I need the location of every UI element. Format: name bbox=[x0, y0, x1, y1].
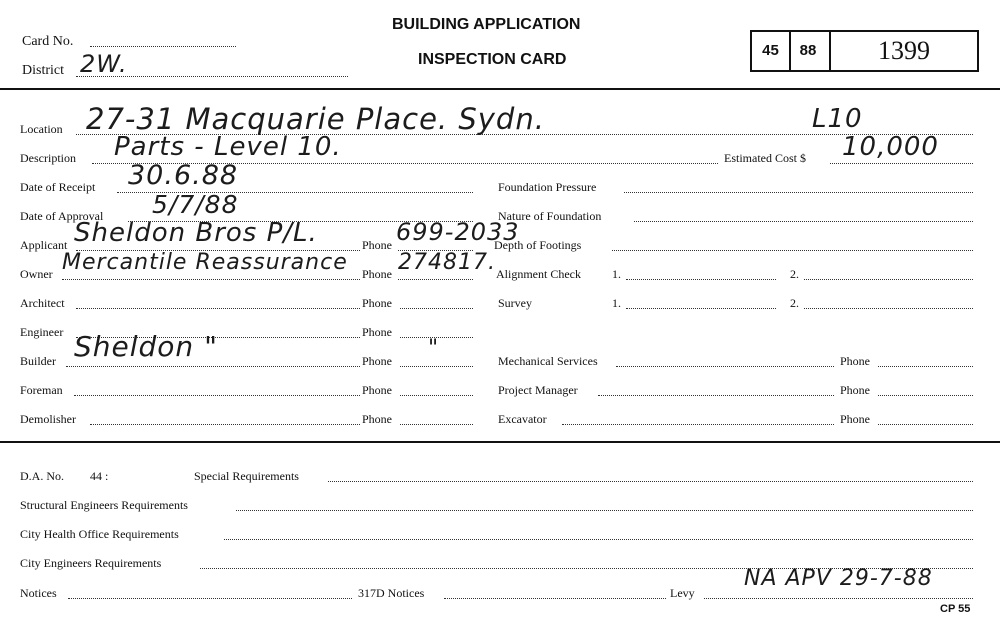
demolisher-phone-field[interactable] bbox=[400, 424, 473, 425]
excavator-phone-field[interactable] bbox=[878, 424, 973, 425]
foreman-field[interactable] bbox=[74, 395, 360, 396]
survey-field-1[interactable] bbox=[626, 308, 776, 309]
demolisher-phone-label: Phone bbox=[362, 412, 392, 426]
depth-footings-label: Depth of Footings bbox=[494, 238, 582, 252]
levy-label: Levy bbox=[670, 586, 695, 600]
mechanical-field[interactable] bbox=[616, 366, 834, 367]
special-requirements-label: Special Requirements bbox=[194, 469, 299, 483]
card-number-part-2: 88 bbox=[799, 42, 817, 59]
engineer-phone-label: Phone bbox=[362, 325, 392, 339]
special-requirements-field[interactable] bbox=[328, 481, 973, 482]
excavator-field[interactable] bbox=[562, 424, 834, 425]
foreman-phone-label: Phone bbox=[362, 383, 392, 397]
project-manager-field[interactable] bbox=[598, 395, 834, 396]
survey-num-1: 1. bbox=[612, 296, 621, 310]
notices-317d-field[interactable] bbox=[444, 598, 666, 599]
notices-field[interactable] bbox=[68, 598, 352, 599]
structural-field[interactable] bbox=[236, 510, 973, 511]
card-no-field[interactable] bbox=[90, 46, 236, 47]
project-manager-phone-field[interactable] bbox=[878, 395, 973, 396]
architect-phone-field[interactable] bbox=[400, 308, 473, 309]
alignment-num-1: 1. bbox=[612, 267, 621, 281]
form-title-line2: INSPECTION CARD bbox=[418, 51, 567, 68]
levy-field[interactable] bbox=[704, 598, 973, 599]
project-manager-phone-label: Phone bbox=[840, 383, 870, 397]
nature-foundation-field[interactable] bbox=[634, 221, 973, 222]
excavator-phone-label: Phone bbox=[840, 412, 870, 426]
mechanical-label: Mechanical Services bbox=[498, 354, 598, 368]
card-number-box-2 bbox=[787, 30, 831, 72]
applicant-value: Sheldon Bros P/L. bbox=[74, 218, 318, 248]
builder-phone-field[interactable] bbox=[400, 366, 473, 367]
health-label: City Health Office Requirements bbox=[20, 527, 179, 541]
applicant-phone-value: 699-2033 bbox=[396, 218, 520, 246]
foreman-phone-field[interactable] bbox=[400, 395, 473, 396]
architect-field[interactable] bbox=[76, 308, 360, 309]
project-manager-label: Project Manager bbox=[498, 383, 578, 397]
location-value: 27-31 Macquarie Place. Sydn. bbox=[86, 102, 545, 136]
applicant-phone-label: Phone bbox=[362, 238, 392, 252]
header-divider bbox=[0, 88, 1000, 90]
date-receipt-label: Date of Receipt bbox=[20, 180, 96, 194]
district-value: 2W. bbox=[80, 50, 128, 78]
builder-phone-value: " bbox=[428, 336, 440, 361]
card-number-main: 1399 bbox=[878, 36, 930, 65]
depth-footings-field[interactable] bbox=[612, 250, 973, 251]
architect-phone-label: Phone bbox=[362, 296, 392, 310]
owner-field[interactable] bbox=[62, 279, 360, 280]
estimated-cost-label: Estimated Cost $ bbox=[724, 151, 806, 165]
builder-value: Sheldon " bbox=[74, 330, 218, 363]
levy-value: NA APV 29-7-88 bbox=[744, 566, 933, 591]
form-title-line1: BUILDING APPLICATION bbox=[392, 16, 581, 33]
owner-label: Owner bbox=[20, 267, 53, 281]
card-number-box-1 bbox=[750, 30, 791, 72]
city-engineers-label: City Engineers Requirements bbox=[20, 556, 162, 570]
date-approval-value: 5/7/88 bbox=[152, 190, 239, 219]
card-number-part-1: 45 bbox=[762, 42, 779, 59]
notices-317d-label: 317D Notices bbox=[358, 586, 425, 600]
description-value: Parts - Level 10. bbox=[114, 132, 342, 162]
district-label: District bbox=[22, 63, 64, 78]
section-divider bbox=[0, 441, 1000, 443]
date-approval-label: Date of Approval bbox=[20, 209, 104, 223]
owner-phone-value: 274817. bbox=[398, 250, 496, 275]
nature-foundation-label: Nature of Foundation bbox=[498, 209, 602, 223]
da-value: 44 : bbox=[90, 469, 109, 483]
demolisher-field[interactable] bbox=[90, 424, 360, 425]
foundation-pressure-label: Foundation Pressure bbox=[498, 180, 597, 194]
location-note: L10 bbox=[812, 104, 863, 134]
architect-label: Architect bbox=[20, 296, 65, 310]
structural-label: Structural Engineers Requirements bbox=[20, 498, 188, 512]
description-label: Description bbox=[20, 151, 76, 165]
estimated-cost-field[interactable] bbox=[830, 163, 973, 164]
excavator-label: Excavator bbox=[498, 412, 547, 426]
builder-phone-label: Phone bbox=[362, 354, 392, 368]
foundation-pressure-field[interactable] bbox=[624, 192, 973, 193]
mechanical-phone-label: Phone bbox=[840, 354, 870, 368]
location-label: Location bbox=[20, 122, 63, 136]
card-no-label: Card No. bbox=[22, 34, 74, 49]
survey-num-2: 2. bbox=[790, 296, 799, 310]
date-receipt-value: 30.6.88 bbox=[128, 160, 239, 191]
mechanical-phone-field[interactable] bbox=[878, 366, 973, 367]
form-code: CP 55 bbox=[940, 603, 971, 615]
applicant-label: Applicant bbox=[20, 238, 68, 252]
owner-phone-field[interactable] bbox=[398, 279, 473, 280]
owner-value: Mercantile Reassurance bbox=[62, 250, 348, 275]
alignment-num-2: 2. bbox=[790, 267, 799, 281]
engineer-label: Engineer bbox=[20, 325, 64, 339]
card-number-box-3 bbox=[829, 30, 979, 72]
alignment-check-label: Alignment Check bbox=[496, 267, 581, 281]
survey-label: Survey bbox=[498, 296, 532, 310]
builder-field[interactable] bbox=[66, 366, 360, 367]
notices-label: Notices bbox=[20, 586, 57, 600]
alignment-field-1[interactable] bbox=[626, 279, 776, 280]
builder-label: Builder bbox=[20, 354, 56, 368]
health-field[interactable] bbox=[224, 539, 973, 540]
da-label: D.A. No. bbox=[20, 469, 64, 483]
foreman-label: Foreman bbox=[20, 383, 63, 397]
demolisher-label: Demolisher bbox=[20, 412, 76, 426]
estimated-cost-value: 10,000 bbox=[842, 132, 939, 162]
alignment-field-2[interactable] bbox=[804, 279, 973, 280]
owner-phone-label: Phone bbox=[362, 267, 392, 281]
survey-field-2[interactable] bbox=[804, 308, 973, 309]
